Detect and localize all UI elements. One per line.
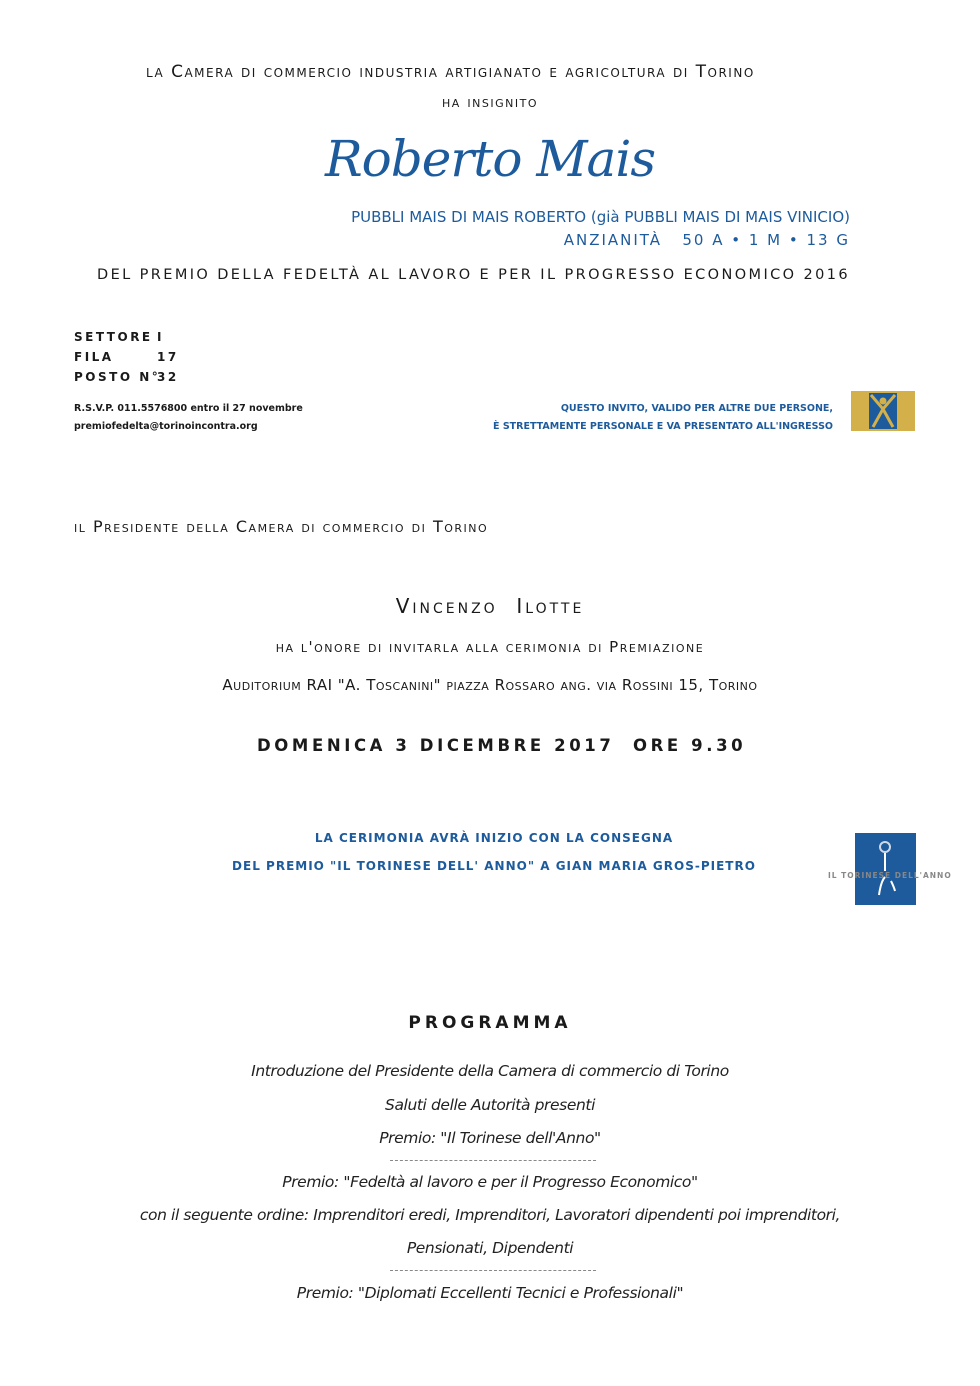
programma-item: Premio: "Il Torinese dell'Anno": [379, 1129, 601, 1147]
invitation-notice: [493, 400, 833, 436]
rsvp-text: R.S.V.P. 011.5576800 entro il 27 novembre: [74, 403, 303, 414]
header-line-2: ha insignito: [442, 92, 538, 111]
recipient-name: Roberto Mais: [325, 130, 655, 188]
seat-info: [74, 327, 274, 387]
divider: [390, 1270, 596, 1271]
programma-item: Premio: "Diplomati Eccellenti Tecnici e Professionali": [296, 1284, 684, 1302]
programma-item: Introduzione del Presidente della Camera di commercio di Torino: [251, 1062, 729, 1080]
programma-item: Premio: "Fedeltà al lavoro e per il Progresso Economico": [282, 1173, 698, 1191]
event-date: DOMENICA 3 DICEMBRE 2017: [257, 736, 615, 755]
ceremony-line-2: DEL PREMIO "IL TORINESE DELL' ANNO" A GIAN MARIA GROS-PIETRO: [232, 859, 756, 873]
divider: [390, 1160, 596, 1161]
president-name: Vincenzo Ilotte: [395, 594, 585, 618]
chamber-logo: [851, 391, 915, 431]
award-line: DEL PREMIO DELLA FEDELTÀ AL LAVORO E PER IL PROGRESSO ECONOMICO 2016: [97, 267, 850, 283]
torinese-logo-text: IL TORINESE DELL'ANNO: [828, 871, 952, 880]
torinese-logo: [855, 833, 916, 905]
fila-label: FILA: [74, 350, 114, 364]
event-time: ORE 9.30: [633, 736, 747, 755]
ceremony-line-1: LA CERIMONIA AVRÀ INIZIO CON LA CONSEGNA: [314, 831, 674, 845]
programma-title: PROGRAMMA: [408, 1013, 572, 1033]
programma-item: Saluti delle Autorità presenti: [385, 1096, 595, 1114]
invite-line: ha l'onore di invitarla alla cerimonia di Premiazione: [275, 638, 705, 656]
notice-line-1: QUESTO INVITO, VALIDO PER ALTRE DUE PERSONE,: [560, 403, 833, 414]
venue: Auditorium RAI "A. Toscanini" piazza Rossaro ang. via Rossini 15, Torino: [222, 676, 758, 694]
programma-item: Pensionati, Dipendenti: [406, 1239, 574, 1257]
programma-item: con il seguente ordine: Imprenditori eredi, Imprenditori, Lavoratori dipendenti poi imprenditori,: [139, 1206, 841, 1224]
fila-value: 17: [157, 350, 179, 364]
posto-value: 32: [157, 370, 179, 384]
mole-star-icon: [855, 833, 916, 905]
settore-value: I: [157, 330, 164, 344]
notice-line-2: È STRETTAMENTE PERSONALE E VA PRESENTATO ALL'INGRESSO: [493, 421, 833, 432]
recipient-company: PUBBLI MAIS DI MAIS ROBERTO (già PUBBLI MAIS DI MAIS VINICIO): [351, 208, 850, 226]
settore-label: SETTORE: [74, 330, 153, 344]
chamber-figure-icon: [851, 391, 915, 431]
posto-label: POSTO N°: [74, 370, 161, 384]
contact-info: [74, 400, 303, 436]
recipient-seniority: ANZIANITÀ 50 A • 1 M • 13 G: [563, 231, 850, 249]
email-link[interactable]: premiofedelta@torinoincontra.org: [74, 421, 258, 432]
president-title: il Presidente della Camera di commercio di Torino: [74, 517, 489, 536]
header-line-1: la Camera di commercio industria artigianato e agricoltura di Torino: [146, 62, 755, 82]
